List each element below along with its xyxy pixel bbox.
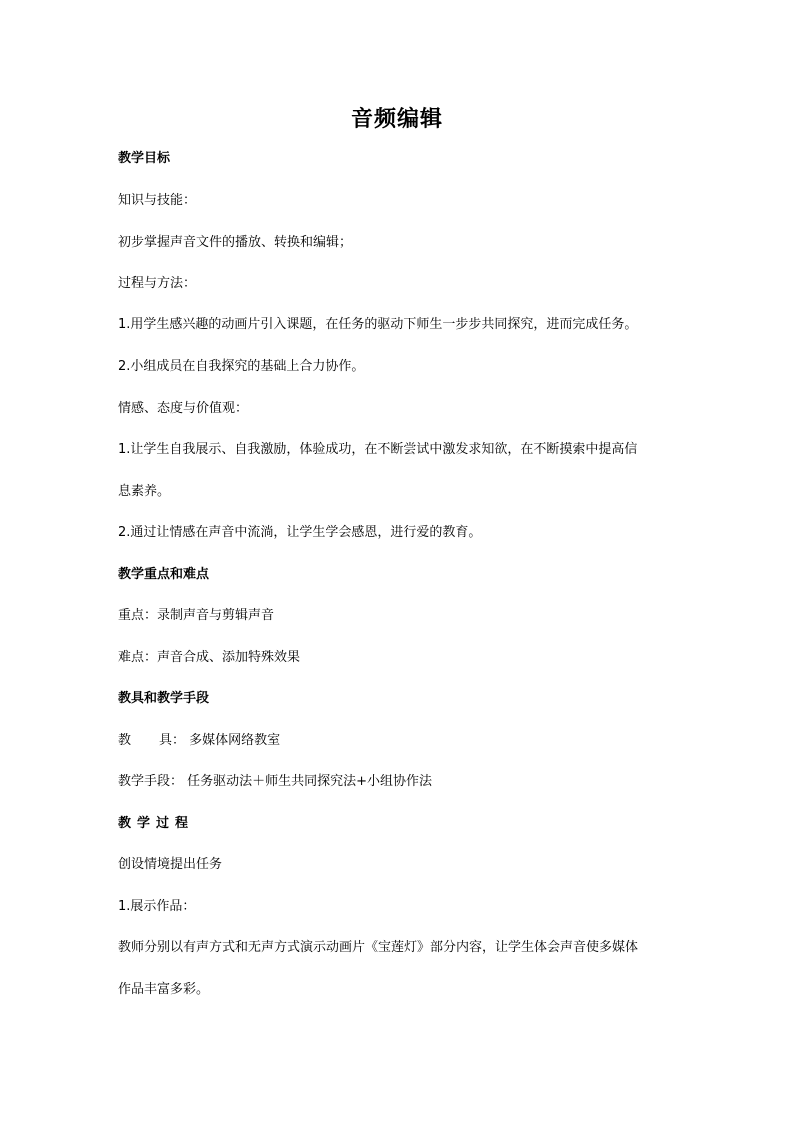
heading-key-points: 教学重点和难点 (118, 567, 210, 582)
paragraph: 难点：声音合成、添加特殊效果 (118, 650, 301, 665)
paragraph: 2.小组成员在自我探究的基础上合力协作。 (118, 359, 365, 374)
heading-teaching-tools: 教具和教学手段 (118, 691, 210, 706)
teaching-aid-value: 具： 多媒体网络教室 (159, 733, 281, 748)
paragraph: 初步掌握声音文件的播放、转换和编辑； (118, 235, 353, 250)
paragraph (118, 732, 280, 750)
heading-teaching-goals: 教学目标 (118, 151, 171, 166)
paragraph: 2.通过让情感在声音中流淌，让学生学会感恩，进行爱的教育。 (118, 525, 482, 540)
paragraph: 1.用学生感兴趣的动画片引入课题，在任务的驱动下师生一步步共同探究，进而完成任务。 (118, 317, 638, 332)
heading-teaching-process: 教学过程 (118, 816, 195, 831)
paragraph: 作品丰富多彩。 (118, 982, 210, 997)
paragraph: 创设情境提出任务 (118, 857, 223, 872)
paragraph: 教学手段： 任务驱动法＋师生共同探究法+小组协作法 (118, 774, 433, 789)
paragraph: 1.展示作品： (118, 899, 196, 914)
label-teaching-aid-char: 教 (118, 733, 132, 748)
paragraph: 过程与方法： (118, 276, 197, 291)
paragraph: 情感、态度与价值观： (118, 401, 249, 416)
paragraph: 息素养。 (118, 484, 171, 499)
paragraph: 1.让学生自我展示、自我激励，体验成功，在不断尝试中激发求知欲，在不断摸索中提高信 (118, 442, 638, 457)
paragraph: 知识与技能： (118, 193, 197, 208)
document-title: 音频编辑 (350, 106, 443, 132)
paragraph: 教师分别以有声方式和无声方式演示动画片《宝莲灯》部分内容，让学生体会声音使多媒体 (118, 940, 639, 955)
paragraph: 重点：录制声音与剪辑声音 (118, 608, 275, 623)
